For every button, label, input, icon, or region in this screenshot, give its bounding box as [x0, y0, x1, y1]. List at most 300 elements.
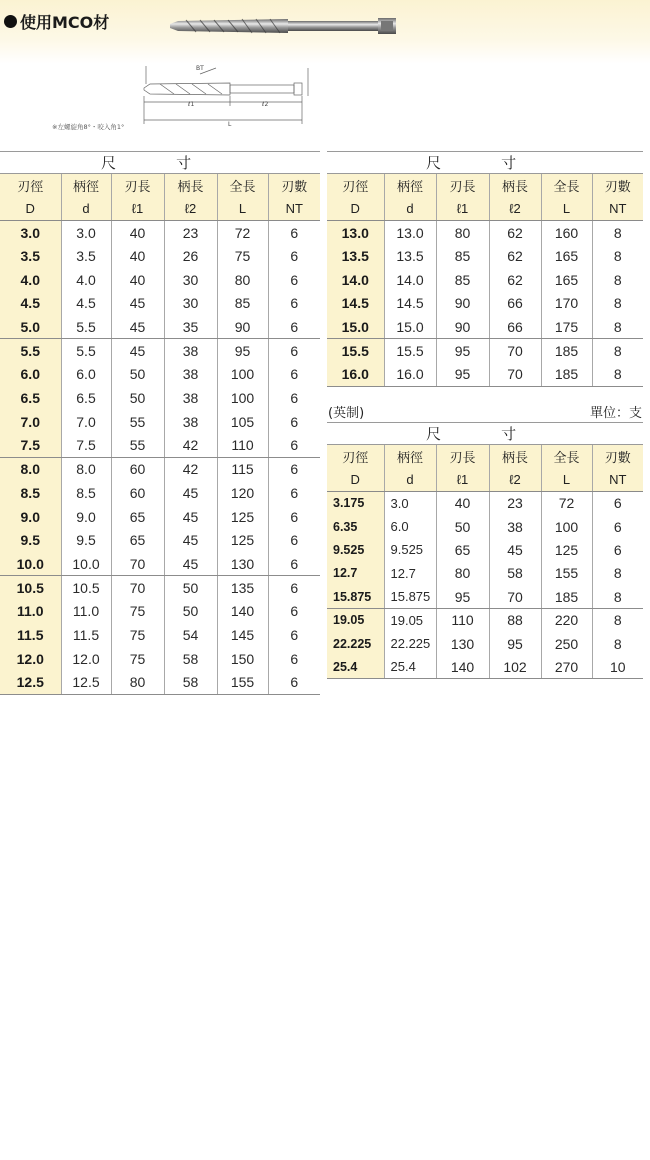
- table-cell: 6: [268, 671, 320, 695]
- table-cell: 65: [436, 538, 489, 561]
- table-cell: 65: [111, 505, 164, 529]
- table-cell: 80: [217, 268, 268, 292]
- diameter-cell: 9.0: [0, 505, 61, 529]
- header-symbol-5: NT: [268, 197, 320, 221]
- table-cell: 120: [217, 481, 268, 505]
- table-cell: 6: [268, 600, 320, 624]
- header-symbol-1: d: [61, 197, 111, 221]
- table-cell: 80: [111, 671, 164, 695]
- table-cell: 12.5: [61, 671, 111, 695]
- table-row: [327, 655, 643, 678]
- table-cell: 270: [541, 655, 592, 678]
- table-cell: 160: [541, 221, 592, 245]
- table-row: [327, 492, 643, 515]
- table-cell: 12.7: [384, 562, 436, 585]
- table-cell: 40: [111, 268, 164, 292]
- table-cell: 23: [164, 221, 217, 245]
- table-cell: 35: [164, 315, 217, 339]
- table-cell: 6: [268, 434, 320, 458]
- diagram-note: ※左螺旋角8°・咬入角1°: [52, 123, 125, 131]
- table-cell: 16.0: [384, 363, 436, 387]
- header-label-3: 柄長: [489, 445, 541, 469]
- header-symbol-1: d: [384, 468, 436, 492]
- table-cell: 70: [111, 552, 164, 576]
- diameter-cell: 5.0: [0, 315, 61, 339]
- header-label-1: 柄徑: [384, 445, 436, 469]
- table-cell: 95: [489, 632, 541, 655]
- table-cell: 8.5: [61, 481, 111, 505]
- table-row: [0, 671, 320, 695]
- table-cell: 220: [541, 608, 592, 631]
- table-cell: 15.875: [384, 585, 436, 608]
- table-row: [0, 292, 320, 316]
- header-symbol-4: L: [541, 468, 592, 492]
- table-cell: 62: [489, 244, 541, 268]
- table-cell: 6: [268, 576, 320, 600]
- table-cell: 95: [217, 339, 268, 363]
- table-cell: 30: [164, 292, 217, 316]
- header-symbol-5: NT: [592, 468, 643, 492]
- table-cell: 70: [489, 585, 541, 608]
- header-row-symbols: [327, 197, 643, 221]
- table-cell: 40: [111, 244, 164, 268]
- table-row: [327, 562, 643, 585]
- diameter-cell: 15.875: [327, 585, 384, 608]
- table-cell: 110: [217, 434, 268, 458]
- table-row: [0, 434, 320, 458]
- diagram-label-bt: BT: [196, 65, 204, 72]
- table-cell: 8: [592, 632, 643, 655]
- table-cell: 5.5: [61, 339, 111, 363]
- table-cell: 9.0: [61, 505, 111, 529]
- table-cell: 125: [217, 505, 268, 529]
- table-cell: 6: [268, 244, 320, 268]
- table-cell: 65: [111, 528, 164, 552]
- diameter-cell: 7.0: [0, 410, 61, 434]
- table-cell: 7.0: [61, 410, 111, 434]
- table-cell: 175: [541, 315, 592, 339]
- header-symbol-0: D: [0, 197, 61, 221]
- table-cell: 45: [164, 481, 217, 505]
- table-row: [0, 268, 320, 292]
- diameter-cell: 19.05: [327, 608, 384, 631]
- table-cell: 8: [592, 562, 643, 585]
- header-symbol-0: D: [327, 197, 384, 221]
- diameter-cell: 4.5: [0, 292, 61, 316]
- header-row-symbols: [0, 197, 320, 221]
- header-row-labels: [327, 445, 643, 469]
- table-cell: 11.0: [61, 600, 111, 624]
- table-cell: 70: [111, 576, 164, 600]
- imperial-label: (英制): [328, 405, 365, 421]
- table-cell: 115: [217, 457, 268, 481]
- table-cell: 6: [268, 647, 320, 671]
- table-row: [327, 515, 643, 538]
- table-cell: 3.5: [61, 244, 111, 268]
- table-row: [0, 647, 320, 671]
- table-cell: 55: [111, 410, 164, 434]
- table-row: [0, 339, 320, 363]
- group-title: 尺 寸: [0, 152, 320, 174]
- table-cell: 50: [111, 363, 164, 387]
- table-cell: 45: [111, 292, 164, 316]
- table-cell: 38: [164, 410, 217, 434]
- table-cell: 50: [164, 576, 217, 600]
- table-cell: 45: [164, 552, 217, 576]
- table-cell: 54: [164, 623, 217, 647]
- header-row-labels: [327, 174, 643, 198]
- table-cell: 6: [268, 528, 320, 552]
- table-cell: 80: [436, 562, 489, 585]
- diameter-cell: 4.0: [0, 268, 61, 292]
- table-cell: 6: [268, 623, 320, 647]
- table-row: [0, 623, 320, 647]
- table-cell: 8: [592, 221, 643, 245]
- header-label-5: 刃數: [592, 445, 643, 469]
- header-symbol-3: ℓ2: [489, 197, 541, 221]
- table-cell: 45: [111, 315, 164, 339]
- header-label-0: 刃徑: [327, 174, 384, 198]
- page-title-text: 使用MCO材: [20, 13, 110, 32]
- table-cell: 80: [436, 221, 489, 245]
- table-cell: 8.0: [61, 457, 111, 481]
- table-cell: 60: [111, 457, 164, 481]
- header-symbol-3: ℓ2: [489, 468, 541, 492]
- table-cell: 6.5: [61, 386, 111, 410]
- table-body: [327, 221, 643, 387]
- diameter-cell: 13.0: [327, 221, 384, 245]
- header-label-1: 柄徑: [384, 174, 436, 198]
- table-row: [0, 552, 320, 576]
- table-cell: 110: [436, 608, 489, 631]
- header-symbol-3: ℓ2: [164, 197, 217, 221]
- header-symbol-0: D: [327, 468, 384, 492]
- table-cell: 8: [592, 268, 643, 292]
- table-cell: 102: [489, 655, 541, 678]
- table-cell: 165: [541, 244, 592, 268]
- table-cell: 6: [268, 221, 320, 245]
- table-cell: 11.5: [61, 623, 111, 647]
- diameter-cell: 22.225: [327, 632, 384, 655]
- table-cell: 185: [541, 585, 592, 608]
- table-cell: 155: [541, 562, 592, 585]
- table-cell: 62: [489, 268, 541, 292]
- table-cell: 66: [489, 292, 541, 316]
- table-body: [327, 492, 643, 679]
- table-row: [0, 600, 320, 624]
- imperial-caption: [328, 402, 642, 420]
- diameter-cell: 3.5: [0, 244, 61, 268]
- diameter-cell: 3.0: [0, 221, 61, 245]
- table-cell: 95: [436, 585, 489, 608]
- table-cell: 62: [489, 221, 541, 245]
- table-cell: 90: [436, 292, 489, 316]
- table-cell: 38: [489, 515, 541, 538]
- bullet-icon: [4, 15, 17, 28]
- header-label-4: 全長: [541, 174, 592, 198]
- table-cell: 165: [541, 268, 592, 292]
- table-cell: 45: [111, 339, 164, 363]
- table-cell: 140: [217, 600, 268, 624]
- table-cell: 72: [541, 492, 592, 515]
- diameter-cell: 10.0: [0, 552, 61, 576]
- table-cell: 6: [268, 386, 320, 410]
- table-cell: 40: [111, 221, 164, 245]
- table-cell: 19.05: [384, 608, 436, 631]
- table-row: [0, 457, 320, 481]
- table-cell: 70: [489, 363, 541, 387]
- table-cell: 8: [592, 339, 643, 363]
- table-cell: 6: [268, 268, 320, 292]
- table-cell: 9.525: [384, 538, 436, 561]
- table-cell: 13.5: [384, 244, 436, 268]
- header-label-0: 刃徑: [0, 174, 61, 198]
- table-cell: 22.225: [384, 632, 436, 655]
- table-cell: 6: [268, 363, 320, 387]
- table-cell: 85: [436, 244, 489, 268]
- table-row: [327, 244, 643, 268]
- table-cell: 75: [111, 647, 164, 671]
- table-cell: 42: [164, 457, 217, 481]
- header-symbol-2: ℓ1: [436, 197, 489, 221]
- header-label-5: 刃數: [592, 174, 643, 198]
- table-row: [0, 363, 320, 387]
- table-row: [327, 268, 643, 292]
- table-row: [0, 576, 320, 600]
- table-cell: 8: [592, 315, 643, 339]
- header-label-4: 全長: [217, 174, 268, 198]
- table-row: [0, 410, 320, 434]
- table-cell: 145: [217, 623, 268, 647]
- table-cell: 42: [164, 434, 217, 458]
- table-cell: 4.0: [61, 268, 111, 292]
- table-cell: 125: [541, 538, 592, 561]
- spec-table-right: [327, 151, 643, 387]
- diameter-cell: 12.5: [0, 671, 61, 695]
- table-row: [327, 538, 643, 561]
- table-cell: 38: [164, 386, 217, 410]
- spec-table-imperial: [327, 422, 643, 679]
- table-cell: 250: [541, 632, 592, 655]
- diameter-cell: 15.0: [327, 315, 384, 339]
- diameter-cell: 3.175: [327, 492, 384, 515]
- table-cell: 185: [541, 363, 592, 387]
- header-symbol-5: NT: [592, 197, 643, 221]
- table-cell: 185: [541, 339, 592, 363]
- header-label-2: 刃長: [436, 174, 489, 198]
- table-cell: 85: [436, 268, 489, 292]
- table-cell: 95: [436, 363, 489, 387]
- table-row: [327, 363, 643, 387]
- table-cell: 6: [268, 505, 320, 529]
- table-row: [327, 608, 643, 631]
- diameter-cell: 5.5: [0, 339, 61, 363]
- diameter-cell: 13.5: [327, 244, 384, 268]
- table-cell: 7.5: [61, 434, 111, 458]
- reamer-tool-image: [168, 12, 398, 40]
- table-cell: 72: [217, 221, 268, 245]
- table-cell: 66: [489, 315, 541, 339]
- spec-table-left: [0, 151, 320, 695]
- table-cell: 85: [217, 292, 268, 316]
- table-row: [0, 528, 320, 552]
- table-cell: 38: [164, 363, 217, 387]
- header-label-2: 刃長: [436, 445, 489, 469]
- table-cell: 6: [592, 492, 643, 515]
- header-label-3: 柄長: [489, 174, 541, 198]
- table-cell: 50: [436, 515, 489, 538]
- table-row: [0, 221, 320, 245]
- table-cell: 170: [541, 292, 592, 316]
- diameter-cell: 16.0: [327, 363, 384, 387]
- table-row: [0, 315, 320, 339]
- table-cell: 6: [268, 457, 320, 481]
- table-cell: 75: [217, 244, 268, 268]
- table-cell: 155: [217, 671, 268, 695]
- table-cell: 45: [164, 528, 217, 552]
- diameter-cell: 8.0: [0, 457, 61, 481]
- table-cell: 90: [436, 315, 489, 339]
- diagram-label-l2: ℓ2: [262, 101, 269, 108]
- table-cell: 15.0: [384, 315, 436, 339]
- table-cell: 25.4: [384, 655, 436, 678]
- table-cell: 58: [164, 671, 217, 695]
- diameter-cell: 11.5: [0, 623, 61, 647]
- table-cell: 75: [111, 600, 164, 624]
- table-cell: 23: [489, 492, 541, 515]
- table-cell: 8: [592, 292, 643, 316]
- table-cell: 130: [436, 632, 489, 655]
- table-cell: 6: [592, 538, 643, 561]
- table-cell: 9.5: [61, 528, 111, 552]
- diameter-cell: 6.35: [327, 515, 384, 538]
- header-row-symbols: [327, 468, 643, 492]
- table-cell: 3.0: [61, 221, 111, 245]
- table-cell: 12.0: [61, 647, 111, 671]
- table-cell: 95: [436, 339, 489, 363]
- diameter-cell: 25.4: [327, 655, 384, 678]
- unit-label: 單位：支: [589, 405, 642, 421]
- table-cell: 15.5: [384, 339, 436, 363]
- table-cell: 88: [489, 608, 541, 631]
- header-label-4: 全長: [541, 445, 592, 469]
- table-cell: 8: [592, 244, 643, 268]
- table-cell: 14.5: [384, 292, 436, 316]
- table-cell: 8: [592, 585, 643, 608]
- table-row: [327, 221, 643, 245]
- table-cell: 6: [268, 481, 320, 505]
- diagram-label-l1: ℓ1: [188, 101, 195, 108]
- header-row-labels: [0, 174, 320, 198]
- diagram-label-L: L: [228, 121, 232, 128]
- table-cell: 55: [111, 434, 164, 458]
- table-cell: 75: [111, 623, 164, 647]
- table-cell: 6: [268, 292, 320, 316]
- table-body: [0, 221, 320, 695]
- table-cell: 6.0: [61, 363, 111, 387]
- table-cell: 45: [164, 505, 217, 529]
- diameter-cell: 12.7: [327, 562, 384, 585]
- table-cell: 100: [541, 515, 592, 538]
- table-cell: 6: [268, 410, 320, 434]
- table-row: [0, 505, 320, 529]
- table-cell: 100: [217, 386, 268, 410]
- table-row: [327, 339, 643, 363]
- diameter-cell: 9.525: [327, 538, 384, 561]
- table-cell: 125: [217, 528, 268, 552]
- table-row: [0, 481, 320, 505]
- table-cell: 3.0: [384, 492, 436, 515]
- table-cell: 30: [164, 268, 217, 292]
- table-row: [327, 632, 643, 655]
- table-row: [327, 292, 643, 316]
- table-cell: 58: [489, 562, 541, 585]
- table-cell: 45: [489, 538, 541, 561]
- table-cell: 26: [164, 244, 217, 268]
- group-title: 尺 寸: [327, 423, 643, 445]
- header-symbol-1: d: [384, 197, 436, 221]
- table-cell: 4.5: [61, 292, 111, 316]
- diameter-cell: 15.5: [327, 339, 384, 363]
- table-row: [327, 585, 643, 608]
- diameter-cell: 7.5: [0, 434, 61, 458]
- table-row: [0, 386, 320, 410]
- page-title: [4, 10, 109, 33]
- table-cell: 40: [436, 492, 489, 515]
- diameter-cell: 6.5: [0, 386, 61, 410]
- table-cell: 5.5: [61, 315, 111, 339]
- table-cell: 140: [436, 655, 489, 678]
- table-cell: 150: [217, 647, 268, 671]
- header-symbol-4: L: [217, 197, 268, 221]
- diameter-cell: 11.0: [0, 600, 61, 624]
- table-cell: 6: [268, 339, 320, 363]
- table-cell: 100: [217, 363, 268, 387]
- table-row: [327, 315, 643, 339]
- table-cell: 130: [217, 552, 268, 576]
- table-cell: 8: [592, 363, 643, 387]
- table-cell: 10.0: [61, 552, 111, 576]
- table-cell: 50: [164, 600, 217, 624]
- header-label-2: 刃長: [111, 174, 164, 198]
- header-label-0: 刃徑: [327, 445, 384, 469]
- table-cell: 6.0: [384, 515, 436, 538]
- table-cell: 58: [164, 647, 217, 671]
- group-title: 尺 寸: [327, 152, 643, 174]
- table-cell: 10: [592, 655, 643, 678]
- diameter-cell: 8.5: [0, 481, 61, 505]
- table-cell: 6: [268, 315, 320, 339]
- table-cell: 50: [111, 386, 164, 410]
- header-symbol-2: ℓ1: [436, 468, 489, 492]
- table-cell: 13.0: [384, 221, 436, 245]
- header-label-1: 柄徑: [61, 174, 111, 198]
- table-cell: 14.0: [384, 268, 436, 292]
- table-cell: 70: [489, 339, 541, 363]
- table-cell: 135: [217, 576, 268, 600]
- table-row: [0, 244, 320, 268]
- table-cell: 90: [217, 315, 268, 339]
- diameter-cell: 14.0: [327, 268, 384, 292]
- diameter-cell: 14.5: [327, 292, 384, 316]
- header-label-3: 柄長: [164, 174, 217, 198]
- table-cell: 105: [217, 410, 268, 434]
- diameter-cell: 10.5: [0, 576, 61, 600]
- diameter-cell: 12.0: [0, 647, 61, 671]
- header-label-5: 刃數: [268, 174, 320, 198]
- table-cell: 10.5: [61, 576, 111, 600]
- header-symbol-4: L: [541, 197, 592, 221]
